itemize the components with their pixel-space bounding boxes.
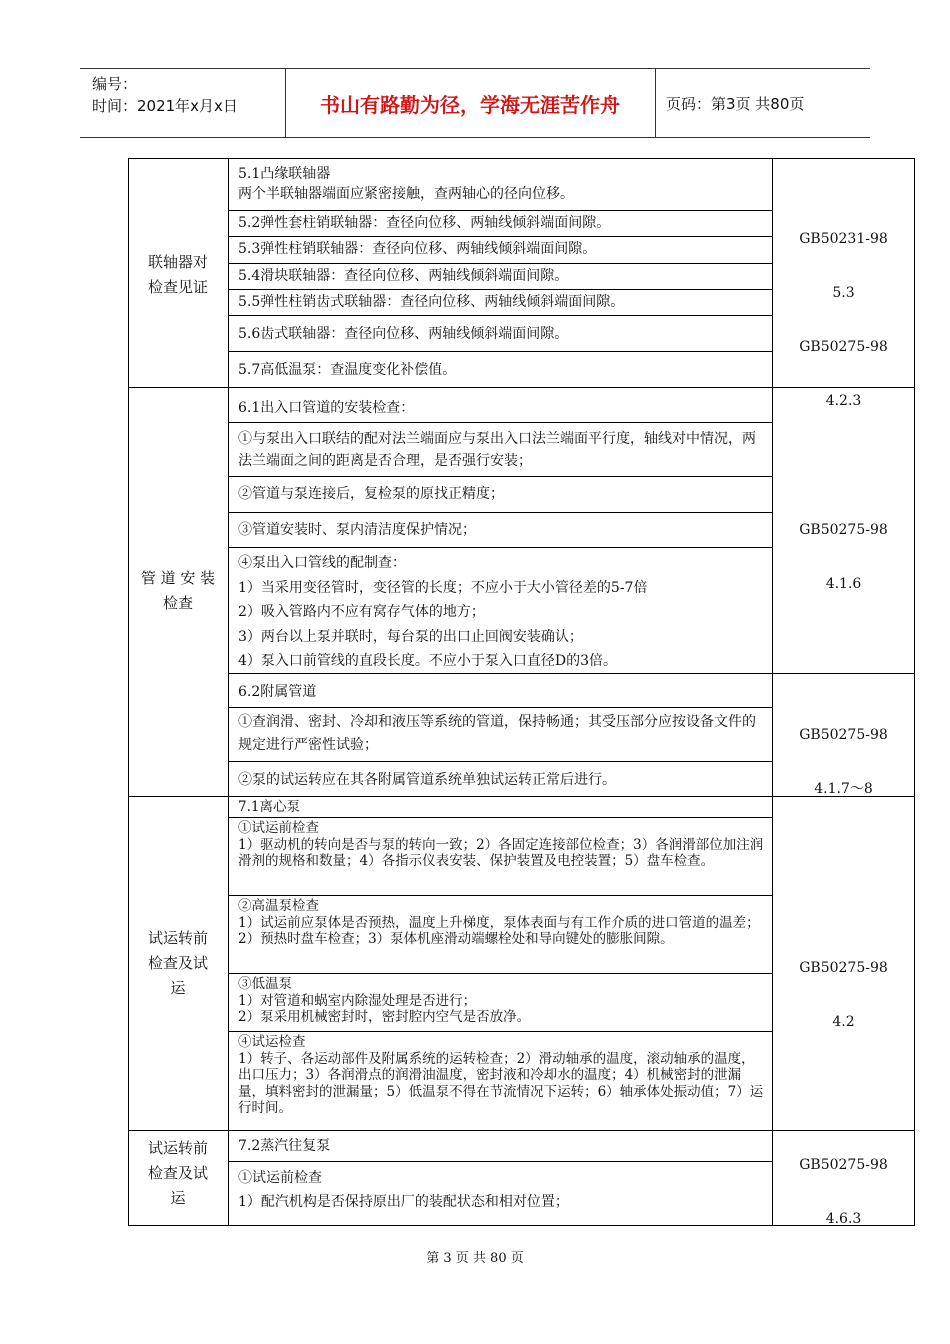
page-counter: 页码：第3页 共80页	[666, 94, 805, 113]
standard-code: GB50275-98	[799, 339, 888, 355]
coupling-item: 5.3弹性柱销联轴器：查径向位移、两轴线倾斜端面间隙。	[238, 241, 597, 257]
standard-clause: 4.1.6	[825, 576, 862, 592]
header-motto: 书山有路勤为径，学海无涯苦作舟	[320, 92, 620, 117]
centrifugal-item: ①试运前检查 1）驱动机的转向是否与泵的转向一致；2）各固定连接部位检查；3）各润滑部位加注润滑剂的规格和数量；4）各指示仪表安装、保护装置及电控装置；5）盘车检查。	[238, 820, 764, 869]
category-trial-run-steam: 试运转前 检查及试 运	[147, 1139, 208, 1207]
piping-item: ①与泵出入口联结的配对法兰端面应与泵出入口法兰端面平行度，轴线对中情况，两法兰端面之间的距离是否合理，是否强行安装；	[238, 431, 756, 469]
centrifugal-item: ③低温泵 1）对管道和蜗室内除湿处理是否进行； 2）泵采用机械密封时，密封腔内空气是否放净。	[238, 976, 531, 1025]
standard-clause: 4.2	[832, 1014, 855, 1030]
centrifugal-item: ④试运检查 1）转子、各运动部件及附属系统的运转检查；2）滑动轴承的温度，滚动轴承的温度，出口压力；3）各润滑点的润滑油温度，密封液和冷却水的温度；4）机械密封的泄漏量，填料密封的泄漏量；5）低温泵不得在节流情况下运转；6）轴承体处振动值；7）运行时间。	[238, 1034, 764, 1116]
standard-code: GB50275-98	[799, 960, 888, 976]
header-meta	[92, 73, 238, 117]
piping-item: 6.1出入口管道的安装检查：	[238, 400, 415, 416]
page-footer: 第 3 页 共 80 页	[426, 1251, 524, 1266]
standard-clause: 4.1.7～8	[814, 781, 873, 797]
aux-piping-item: ②泵的试运转应在其各附属管道系统单独试运转正常后进行。	[238, 772, 616, 788]
steam-item: ①试运前检查 1）配汽机构是否保持原出厂的装配状态和相对位置；	[238, 1170, 569, 1210]
standard-code: GB50275-98	[799, 522, 888, 538]
page-header	[80, 68, 870, 138]
coupling-item: 5.6齿式联轴器：查径向位移、两轴线倾斜端面间隙。	[238, 326, 569, 342]
centrifugal-item: ②高温泵检查 1）试运前应泵体是否预热，温度上升梯度，泵体表面与有工作介质的进口管道的温差；2）预热时盘车检查；3）泵体机座滑动端螺栓处和导向键处的膨胀间隙。	[238, 898, 760, 947]
coupling-item: 5.1凸缘联轴器 两个半联轴器端面应紧密接触，查两轴心的径向位移。	[238, 166, 574, 202]
standard-steam	[773, 1128, 914, 1256]
aux-piping-item: 6.2附属管道	[238, 684, 317, 700]
piping-item: ②管道与泵连接后，复检泵的原找正精度；	[238, 486, 504, 502]
standard-code: GB50231-98	[799, 231, 888, 247]
category-coupling: 联轴器对 检查见证	[147, 253, 208, 296]
standard-code: GB50275-98	[799, 1157, 888, 1173]
steam-item: 7.2蒸汽往复泵	[238, 1138, 331, 1154]
inspection-table	[128, 158, 915, 1226]
standard-coupling	[773, 202, 914, 438]
piping-item: ④泵出入口管线的配制查： 1）当采用变径管时，变径管的长度；不应小于大小管径差的5-7倍 2）吸入管路内不应有窝存气体的地方； 3）两台以上泵并联时，每台泵的出口止回阀安装确认； 4）泵入口前管线的直段长度。不应小于泵入口直径D的3倍。	[238, 555, 648, 669]
coupling-item: 5.5弹性柱销齿式联轴器：查径向位移、两轴线倾斜端面间隙。	[238, 294, 625, 310]
header-divider	[655, 69, 656, 137]
document-date: 时间：2021年x月x日	[92, 97, 238, 115]
standard-clause: 4.6.3	[825, 1211, 862, 1227]
aux-piping-item: ①查润滑、密封、冷却和液压等系统的管道，保持畅通；其受压部分应按设备文件的规定进行严密性试验；	[238, 714, 756, 753]
standard-clause: 4.2.3	[825, 393, 862, 409]
standard-clause: 5.3	[832, 285, 855, 301]
standard-piping	[773, 493, 914, 621]
centrifugal-item: 7.1离心泵	[238, 799, 300, 815]
coupling-item: 5.4滑块联轴器：查径向位移、两轴线倾斜端面间隙。	[238, 268, 569, 284]
piping-item: ③管道安装时、泵内清洁度保护情况；	[238, 522, 476, 538]
standard-aux-piping	[773, 698, 914, 826]
coupling-item: 5.2弹性套柱销联轴器：查径向位移、两轴线倾斜端面间隙。	[238, 215, 611, 231]
standard-centrifugal	[773, 931, 914, 1059]
document-number: 编号：	[92, 75, 138, 93]
standard-code: GB50275-98	[799, 727, 888, 743]
category-trial-run: 试运转前 检查及试 运	[147, 929, 208, 997]
category-piping: 管 道 安 装 检查	[140, 569, 216, 612]
coupling-item: 5.7高低温泵：查温度变化补偿值。	[238, 362, 457, 378]
